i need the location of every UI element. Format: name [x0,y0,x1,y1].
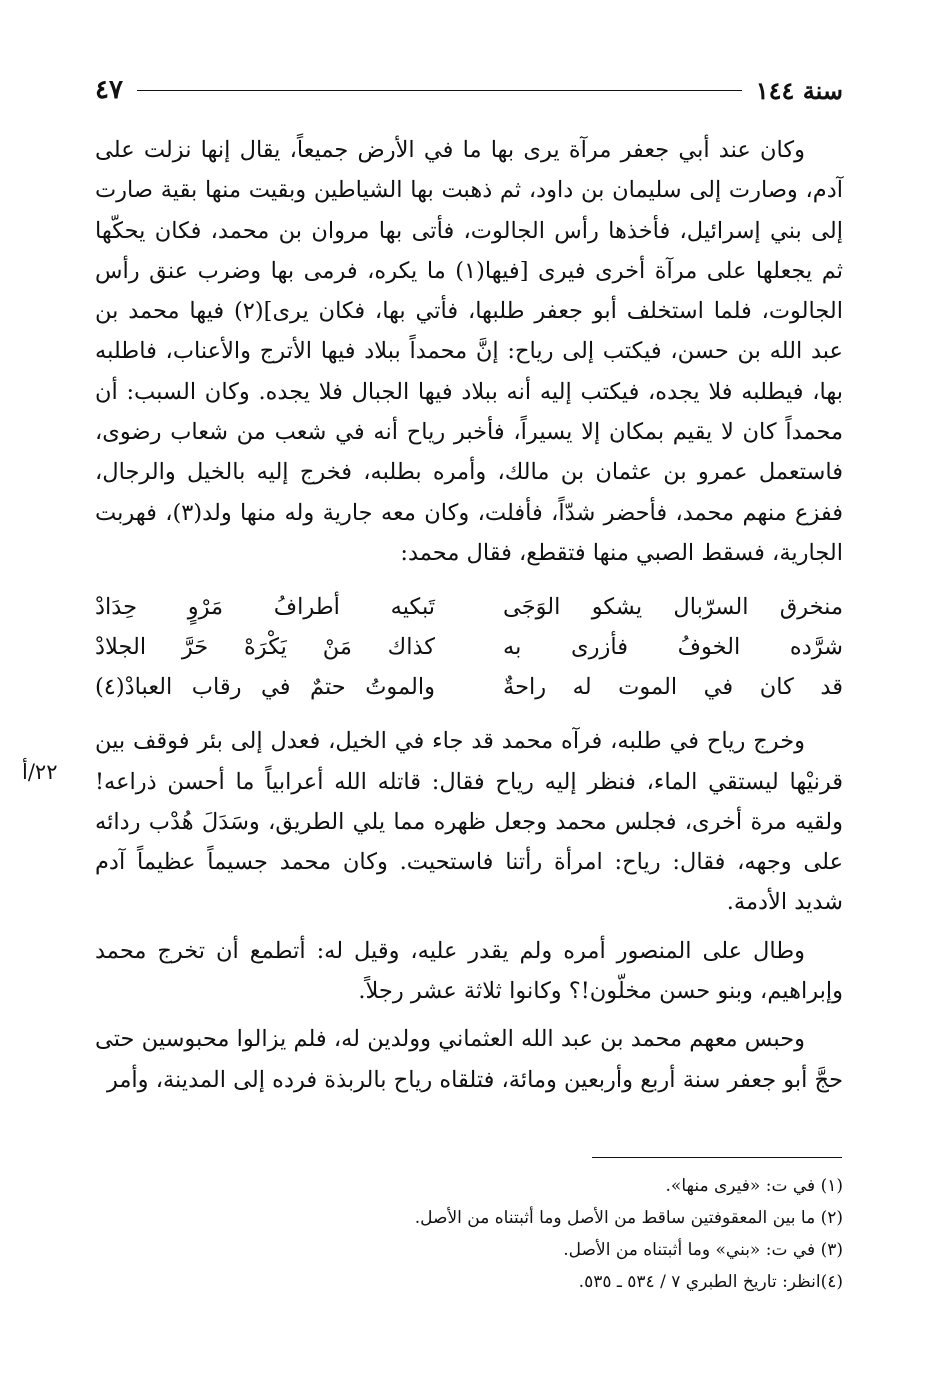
footnote-separator [592,1157,842,1158]
page-number: ٤٧ [95,75,123,105]
poem [95,587,843,707]
paragraph-mirror: وكان عند أبي جعفر مرآة يرى بها ما في الأرض جميعاً، يقال إنها نزلت على آدم، وصارت إلى سليمان بن داود، ثم ذهبت بها الشياطين وبقيت منها بقية صارت إلى بني إسرائيل، فأخذها رأس الجالوت، فأتى بها مروان بن محمد، فكان يحكّها ثم يجعلها على مرآة أخرى فيرى [فيها(١) ما يكره، فرمى بها وضرب عنق رأس الجالوت، فلما استخلف أبو جعفر طلبها، فأتي بها، فكان يرى](٢) فيها محمد بن عبد الله بن حسن، فيكتب إلى رياح: إنَّ محمداً ببلاد فيها الأترج والأعناب، فاطلبه بها، فيطلبه فلا يجده، فيكتب إليه أنه ببلاد فيها الجبال فلا يجده. وكان السبب: أن محمداً كان لا يقيم بمكان إلا يسيراً، فأخبر رياح أنه في شعب من شعاب رضوى، فاستعمل عمرو بن عثمان بن مالك، وأمره بطلبه، فخرج إليه بالخيل والرجال، ففزع منهم محمد، فأحضر شدّاً، فأفلت، وكان معه جارية وله منها ولد(٣)، فهربت الجارية، فسقط الصبي منها فتقطع، فقال محمد: [95,137,844,566]
page-header [95,68,843,112]
footnotes [95,1170,843,1298]
poem-verse [95,667,843,707]
verse-second-hemistich: كذاك مَنْ يَكْرَهْ حَرَّ الجلادْ [95,634,435,661]
footnote: (٤)انظر: تاريخ الطبري ٧ / ٥٣٤ ـ ٥٣٥. [578,1272,843,1292]
header-rule [137,90,742,91]
footnote: (٣) في ت: «بني» وما أثبتناه من الأصل. [563,1240,843,1260]
running-head-year: سنة ١٤٤ [755,75,843,105]
verse-second-hemistich: والموتُ حتمٌ في رقاب العبادْ(٤) [95,674,435,701]
verse-first-hemistich: قد كان في الموت له راحةٌ [503,674,843,701]
poem-verse [95,587,843,627]
footnote: (٢) ما بين المعقوفتين ساقط من الأصل وما أثبتناه من الأصل. [414,1208,843,1228]
poem-verse [95,627,843,667]
paragraph-mansur: وطال على المنصور أمره ولم يقدر عليه، وقيل له: أتطمع أن تخرج محمد وإبراهيم، وبنو حسن مخلّون!؟ وكانوا ثلاثة عشر رجلاً. [95,937,843,1005]
footnote: (١) في ت: «فيرى منها». [665,1176,843,1196]
paragraph-imprisonment: وحبس معهم محمد بن عبد الله العثماني وولدين له، فلم يزالوا محبوسين حتى حجَّ أبو جعفر سنة أربع وأربعين ومائة، فتلقاه رياح بالربذة فرده إلى المدينة، وأمر [95,1026,843,1093]
manuscript-folio-reference: ٢٢/أ [22,760,58,784]
verse-first-hemistich: منخرق السرّبال يشكو الوَجَى [503,594,843,621]
main-text [95,130,843,1100]
verse-second-hemistich: تَبكيه أطرافُ مَرْوٍ حِدَادْ [95,594,435,621]
paragraph-riyah-search: وخرج رياح في طلبه، فرآه محمد قد جاء في الخيل، فعدل إلى بئر فوقف بين قرنيْها ليستقي الماء، فنظر إليه رياح فقال: قاتله الله أعرابياً ما أحسن ذراعه! ولقيه مرة أخرى، فجلس محمد وجعل ظهره مما يلي الطريق، وسَدَلَ هُدْب ردائه على وجهه، فقال: رياح: امرأة رأتنا فاستحيت. وكان محمد جسيماً عظيماً آدم شديد الأدمة. [95,728,843,916]
verse-first-hemistich: شرَّده الخوفُ فأزرى به [503,634,843,661]
